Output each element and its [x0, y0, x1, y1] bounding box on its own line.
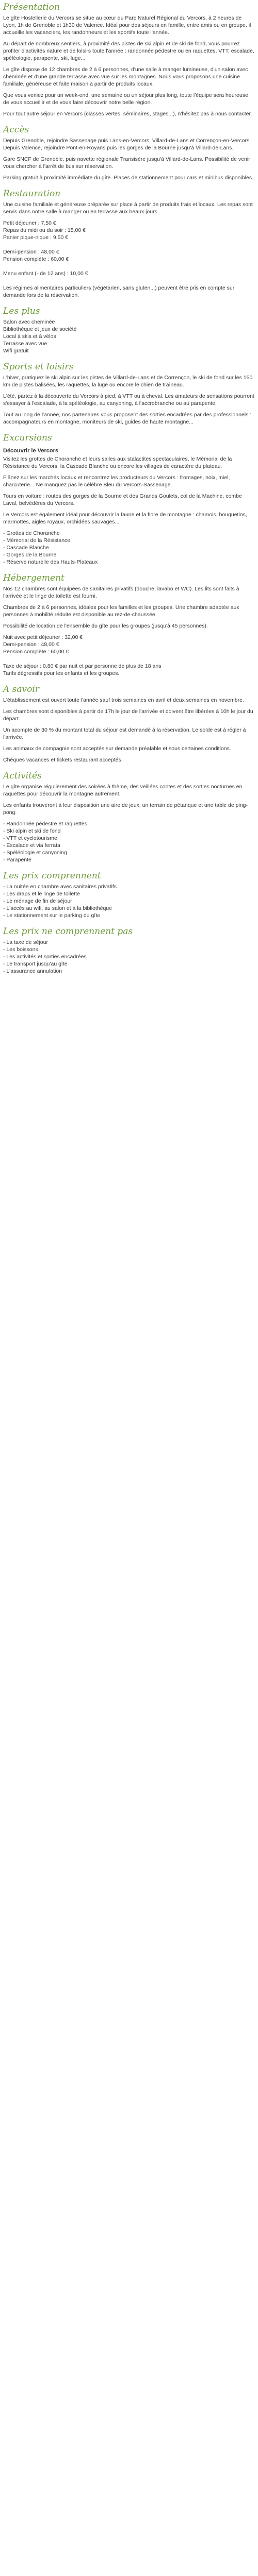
paragraph: Tours en voiture : routes des gorges de la Bourne et des Grands Goulets, col de la Machine, combe Laval, belvédères du Vercors.: [3, 493, 242, 506]
section-title-restauration: Restauration: [3, 189, 61, 199]
price-line: Petit déjeuner : 7,50 €: [3, 220, 56, 226]
excluded-list: [3, 939, 255, 975]
paragraph: L'établissement est ouvert toute l'année sauf trois semaines en avril et deux semaines en novembre.: [3, 697, 244, 703]
section-prix-comprennent: [3, 871, 255, 919]
paragraph: Un acompte de 30 % du montant total du séjour est demandé à la réservation. Le solde est à régler à l'arrivée.: [3, 727, 246, 740]
list-item: - Mémorial de la Résistance: [3, 537, 255, 544]
paragraph: Le Vercors est également idéal pour découvrir la faune et la flore de montagne : chamois, bouquetins, marmottes, aigles royaux, orchidées sauvages...: [3, 512, 247, 525]
section-title-sports-loisirs: Sports et loisirs: [3, 362, 74, 372]
list-item: - Le stationnement sur le parking du gîte: [3, 912, 255, 919]
paragraph: Les animaux de compagnie sont acceptés sur demande préalable et sous certaines conditions.: [3, 745, 231, 752]
list-item: - La nuitée en chambre avec sanitaires privatifs: [3, 883, 255, 890]
list-item: Wifi gratuit: [3, 348, 29, 354]
section-sports-loisirs: [3, 362, 255, 426]
list-item: - Les draps et le linge de toilette: [3, 890, 255, 897]
paragraph: Flânez sur les marchés locaux et rencontrez les producteurs du Vercors : fromages, noix, miel, charcuterie... Ne manquez pas le célèbre Bleu du Vercors-Sassenage.: [3, 474, 230, 488]
list-item: - Spéléologie et canyoning: [3, 849, 255, 856]
list-item: - Les boissons: [3, 946, 255, 953]
price-line: Nuit avec petit déjeuner : 32,00 €: [3, 634, 83, 640]
feature-list: [3, 318, 255, 354]
list-item: - L'accès au wifi, au salon et à la bibliothèque: [3, 905, 255, 912]
list-item: - La taxe de séjour: [3, 939, 255, 946]
list-item: - Ski alpin et ski de fond: [3, 827, 255, 835]
list-item: - Réserve naturelle des Hauts-Plateaux: [3, 558, 255, 566]
paragraph: Pour tout autre séjour en Vercors (classes vertes, séminaires, stages...), n'hésitez pas à nous contacter.: [3, 111, 252, 117]
price-line: Repas du midi ou du soir : 15,00 €: [3, 227, 86, 233]
list-item: - Gorges de la Bourne: [3, 551, 255, 558]
section-acces: [3, 125, 255, 181]
excursion-list: [3, 530, 255, 566]
price-line: Tarifs dégressifs pour les enfants et les groupes.: [3, 670, 120, 676]
section-title-excursions: Excursions: [3, 433, 52, 443]
paragraph: Le gîte dispose de 12 chambres de 2 à 6 personnes, d'une salle à manger lumineuse, d'un salon avec cheminée et d'une grande terrasse avec vue sur les montagnes. Nous vous proposons une cuisine familiale, généreuse et faite maison à partir de produits locaux.: [3, 66, 248, 87]
paragraph: L'hiver, pratiquez le ski alpin sur les pistes de Villard-de-Lans et de Corrençon, le ski de fond sur les 150 km de pistes balisées, les raquettes, la luge ou encore le chien de traîneau.: [3, 375, 253, 388]
list-item: - Cascade Blanche: [3, 544, 255, 551]
section-title-prix-comprennent: Les prix comprennent: [3, 871, 101, 881]
price-line: Demi-pension : 48,00 €: [3, 249, 59, 255]
list-item: - L'assurance annulation: [3, 968, 255, 975]
price-line: Les régimes alimentaires particuliers (végétarien, sans gluten...) peuvent être pris en compte sur demande lors de la réservation.: [3, 285, 235, 298]
section-title-hebergement: Hébergement: [3, 573, 64, 583]
list-item: Salon avec cheminée: [3, 319, 55, 325]
price-line: [3, 241, 255, 248]
paragraph: Le gîte Hostellerie du Vercors se situe au cœur du Parc Naturel Régional du Vercors, à 2 heures de Lyon, 1h de Grenoble et 1h30 de Valence. Idéal pour des séjours en famille, entre amis ou en groupe, il accueille les vacanciers, les randonneurs et les sportifs toute l'année.: [3, 15, 251, 36]
paragraph: Les chambres sont disponibles à partir de 17h le jour de l'arrivée et doivent être libérées à 10h le jour du départ.: [3, 708, 253, 722]
list-item: Bibliothèque et jeux de société: [3, 326, 77, 332]
paragraph: Chèques vacances et tickets restaurant acceptés.: [3, 757, 123, 763]
list-item: - Escalade et via ferrata: [3, 842, 255, 849]
list-item: - Grottes de Choranche: [3, 530, 255, 537]
section-a-savoir: [3, 684, 255, 764]
price-line: Menu enfant (- de 12 ans) : 10,00 €: [3, 270, 88, 277]
price-lines: [3, 219, 255, 299]
paragraph: Les enfants trouveront à leur disposition une aire de jeux, un terrain de pétanque et une table de ping-pong.: [3, 802, 248, 816]
price-line: [3, 655, 255, 663]
section-activites: [3, 771, 255, 863]
section-restauration: [3, 189, 255, 299]
section-title-presentation: Présentation: [3, 2, 60, 12]
page: [0, 0, 258, 989]
list-item: - Les activités et sorties encadrées: [3, 953, 255, 960]
paragraph: Nos 12 chambres sont équipées de sanitaires privatifs (douche, lavabo et WC). Les lits sont faits à l'arrivée et le linge de toilette est fourni.: [3, 586, 239, 599]
paragraph: Visitez les grottes de Choranche et leurs salles aux stalactites spectaculaires, le Mémorial de la Résistance du Vercors, la Cascade Blanche ou encore les villages de caractère du plateau.: [3, 456, 232, 469]
section-title-les-plus: Les plus: [3, 306, 40, 316]
paragraph: Que vous veniez pour un week-end, une semaine ou un séjour plus long, toute l'équipe sera heureuse de vous accueillir et de vous faire découvrir notre belle région.: [3, 92, 248, 106]
list-item: Terrasse avec vue: [3, 341, 47, 347]
paragraph: Chambres de 2 à 6 personnes, idéales pour les familles et les groupes. Une chambre adaptée aux personnes à mobilité réduite est disponible au rez-de-chaussée.: [3, 604, 239, 618]
paragraph: Possibilité de location de l'ensemble du gîte pour les groupes (jusqu'à 45 personnes).: [3, 623, 208, 629]
paragraph: Parking gratuit à proximité immédiate du gîte. Places de stationnement pour cars et minibus disponibles.: [3, 175, 253, 181]
paragraph: Tout au long de l'année, nos partenaires vous proposent des sorties encadrées par des professionnels : accompagnateurs en montagne, moniteurs de ski, guides de haute montagne...: [3, 412, 252, 425]
section-title-a-savoir: A savoir: [3, 684, 39, 694]
section-title-acces: Accès: [3, 125, 29, 135]
price-line: Panier pique-nique : 9,50 €: [3, 234, 69, 241]
paragraph: Le gîte organise régulièrement des soirées à thème, des veillées contes et des sorties nocturnes en raquettes pour découvrir la montagne autrement.: [3, 784, 243, 797]
paragraph: L'été, partez à la découverte du Vercors à pied, à VTT ou à cheval. Les amateurs de sensations pourront s'essayer à l'escalade, à la spéléologie, au canyoning, à l'accrobranche ou au parapente.: [3, 393, 254, 406]
section-prix-non-comprennent: [3, 926, 255, 975]
subsection-title: Découvrir le Vercors: [3, 448, 59, 454]
list-item: - Randonnée pédestre et raquettes: [3, 820, 255, 827]
paragraph: Une cuisine familiale et généreuse préparée sur place à partir de produits frais et locaux. Les repas sont servis dans notre salle à manger ou en terrasse aux beaux jours.: [3, 201, 253, 215]
list-item: - VTT et cyclotourisme: [3, 835, 255, 842]
section-title-prix-non-comprennent: Les prix ne comprennent pas: [3, 926, 133, 937]
section-title-activites: Activités: [3, 771, 42, 781]
price-line: Pension complète : 60,00 €: [3, 256, 69, 262]
included-list: [3, 883, 255, 919]
list-item: - Parapente: [3, 856, 255, 863]
list-item: Local à skis et à vélos: [3, 333, 56, 340]
price-line: Pension complète : 60,00 €: [3, 649, 69, 655]
paragraph: Gare SNCF de Grenoble, puis navette régionale Transisère jusqu'à Villard-de-Lans. Possibilité de venir vous chercher à l'arrêt de bus sur réservation.: [3, 156, 250, 170]
activity-list: [3, 820, 255, 863]
paragraph: Au départ de nombreux sentiers, à proximité des pistes de ski alpin et de ski de fond, vous pourrez profiter d'activités nature et de loisirs toute l'année : randonnée pédestre ou en raquettes, VTT, escalade, spéléologie, parapente, ski, luge...: [3, 41, 254, 61]
price-line: [3, 277, 255, 284]
section-excursions: [3, 433, 255, 566]
price-line: Demi-pension : 48,00 €: [3, 641, 59, 648]
section-hebergement: [3, 573, 255, 677]
section-presentation: [3, 2, 255, 117]
price-line: [3, 263, 255, 270]
section-les-plus: [3, 306, 255, 354]
list-item: - Le transport jusqu'au gîte: [3, 960, 255, 968]
price-line: Taxe de séjour : 0,80 € par nuit et par personne de plus de 18 ans: [3, 663, 162, 669]
paragraph: Depuis Grenoble, rejoindre Sassenage puis Lans-en-Vercors, Villard-de-Lans et Corrençon-en-Vercors. Depuis Valence, rejoindre Pont-en-Royans puis les gorges de la Bourne jusqu'à Villard-de-Lans.: [3, 138, 251, 151]
list-item: - Le ménage de fin de séjour: [3, 897, 255, 905]
price-lines: [3, 634, 255, 677]
